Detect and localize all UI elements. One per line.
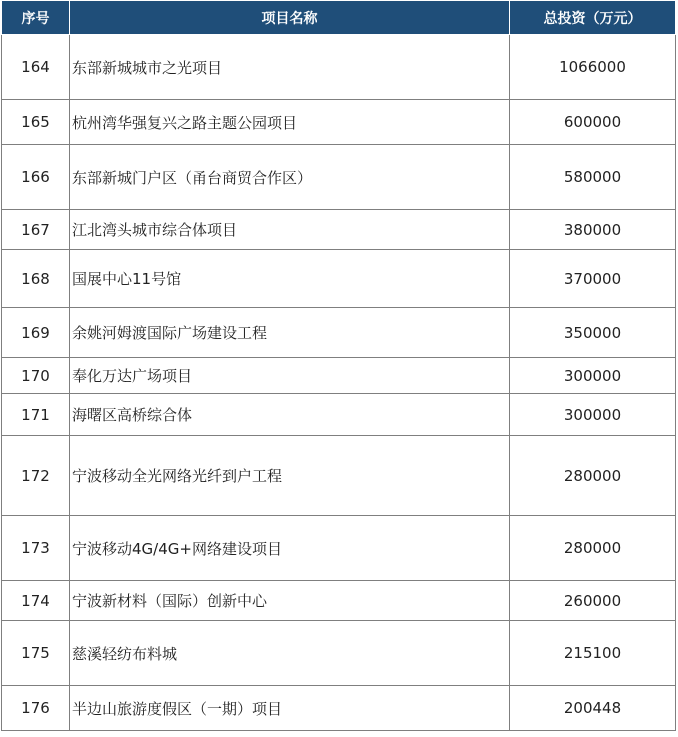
row-investment: 350000 <box>510 308 676 358</box>
row-investment: 280000 <box>510 516 676 581</box>
row-index: 164 <box>2 35 70 100</box>
row-investment: 215100 <box>510 621 676 686</box>
header-row <box>2 1 676 35</box>
row-index: 175 <box>2 621 70 686</box>
row-index: 167 <box>2 210 70 250</box>
table-row <box>2 394 676 436</box>
row-investment: 380000 <box>510 210 676 250</box>
table-row <box>2 100 676 145</box>
row-index: 166 <box>2 145 70 210</box>
row-investment: 1066000 <box>510 35 676 100</box>
row-project-name: 东部新城门户区（甬台商贸合作区） <box>70 145 510 210</box>
row-investment: 300000 <box>510 358 676 394</box>
row-project-name: 慈溪轻纺布料城 <box>70 621 510 686</box>
row-project-name: 杭州湾华强复兴之路主题公园项目 <box>70 100 510 145</box>
row-index: 171 <box>2 394 70 436</box>
table-row <box>2 621 676 686</box>
row-index: 168 <box>2 250 70 308</box>
header-index: 序号 <box>2 1 70 35</box>
table-row <box>2 358 676 394</box>
row-index: 165 <box>2 100 70 145</box>
row-project-name: 宁波新材料（国际）创新中心 <box>70 581 510 621</box>
table-row <box>2 35 676 100</box>
row-index: 170 <box>2 358 70 394</box>
row-investment: 600000 <box>510 100 676 145</box>
table-row <box>2 250 676 308</box>
row-project-name: 宁波移动4G/4G+网络建设项目 <box>70 516 510 581</box>
row-investment: 580000 <box>510 145 676 210</box>
investment-table <box>1 0 676 731</box>
row-investment: 280000 <box>510 436 676 516</box>
row-project-name: 半边山旅游度假区（一期）项目 <box>70 686 510 731</box>
row-investment: 200448 <box>510 686 676 731</box>
header-total-investment: 总投资（万元） <box>510 1 676 35</box>
row-project-name: 国展中心11号馆 <box>70 250 510 308</box>
row-project-name: 宁波移动全光网络光纤到户工程 <box>70 436 510 516</box>
table-row <box>2 210 676 250</box>
header-project-name: 项目名称 <box>70 1 510 35</box>
row-index: 174 <box>2 581 70 621</box>
table-row <box>2 145 676 210</box>
row-project-name: 奉化万达广场项目 <box>70 358 510 394</box>
row-project-name: 海曙区高桥综合体 <box>70 394 510 436</box>
table-row <box>2 581 676 621</box>
table-row <box>2 686 676 731</box>
table-row <box>2 436 676 516</box>
row-investment: 370000 <box>510 250 676 308</box>
row-index: 173 <box>2 516 70 581</box>
row-investment: 300000 <box>510 394 676 436</box>
row-investment: 260000 <box>510 581 676 621</box>
row-index: 169 <box>2 308 70 358</box>
row-index: 176 <box>2 686 70 731</box>
table-row <box>2 308 676 358</box>
row-project-name: 江北湾头城市综合体项目 <box>70 210 510 250</box>
row-project-name: 余姚河姆渡国际广场建设工程 <box>70 308 510 358</box>
table-row <box>2 516 676 581</box>
row-index: 172 <box>2 436 70 516</box>
row-project-name: 东部新城城市之光项目 <box>70 35 510 100</box>
